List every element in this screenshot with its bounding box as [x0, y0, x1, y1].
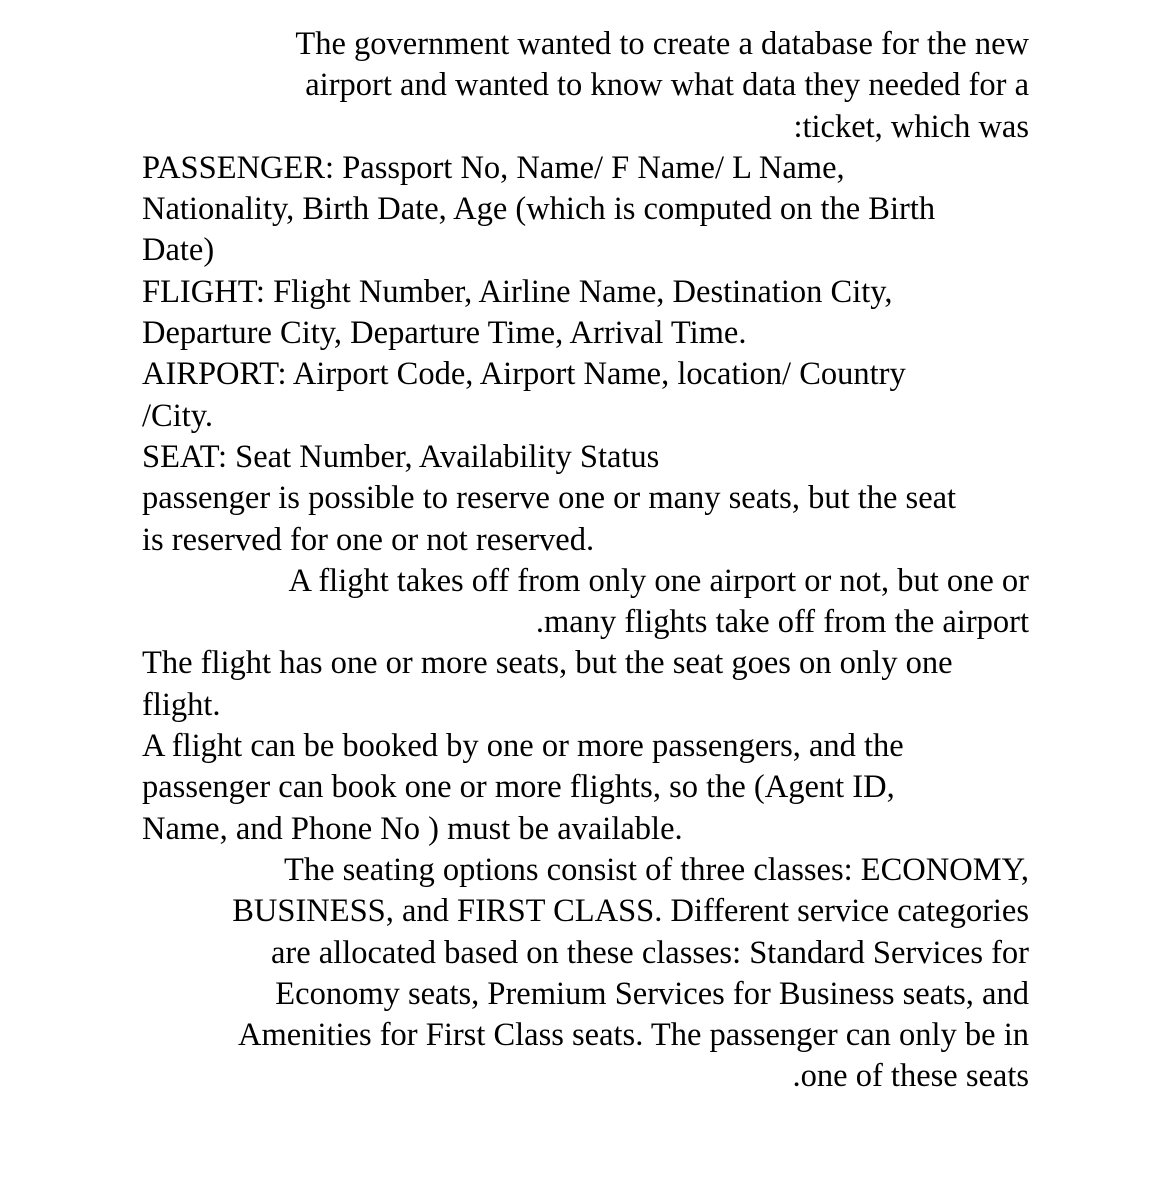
text-line: The flight has one or more seats, but the seat goes on only one — [142, 645, 953, 682]
text-line: /City. — [142, 397, 214, 434]
paragraph-seat — [142, 437, 1029, 478]
text-line: :ticket, which was — [793, 108, 1029, 145]
text-line: BUSINESS, and FIRST CLASS. Different service categories — [232, 893, 1029, 930]
text-line: are allocated based on these classes: Standard Services for — [270, 934, 1029, 971]
text-line: Date) — [142, 232, 215, 269]
text-line: A flight takes off from only one airport or not, but one or — [288, 562, 1029, 599]
paragraph-intro — [142, 24, 1029, 148]
text-line: The government wanted to create a database for the new — [295, 26, 1029, 62]
text-line: is reserved for one or not reserved. — [142, 521, 595, 558]
text-line: Economy seats, Premium Services for Business seats, and — [275, 975, 1029, 1012]
text-line: The seating options consist of three classes: ECONOMY, — [284, 851, 1029, 888]
paragraph-flight-airport-rule — [142, 561, 1029, 644]
paragraph-airport — [142, 354, 1029, 437]
text-line: Departure City, Departure Time, Arrival Time. — [142, 315, 747, 352]
text-line: Amenities for First Class seats. The passenger can only be in — [238, 1017, 1029, 1054]
text-line: airport and wanted to know what data they needed for a — [305, 67, 1029, 104]
paragraph-flight — [142, 272, 1029, 355]
paragraph-seating-classes — [142, 850, 1029, 1098]
text-line: PASSENGER: Passport No, Name/ F Name/ L Name, — [142, 149, 845, 186]
text-line: passenger can book one or more flights, so the (Agent ID, — [142, 769, 895, 806]
text-line: SEAT: Seat Number, Availability Status — [142, 438, 660, 475]
text-line: passenger is possible to reserve one or many seats, but the seat — [142, 480, 957, 517]
document-body — [142, 24, 1029, 1098]
text-line: Nationality, Birth Date, Age (which is computed on the Birth — [142, 191, 936, 228]
paragraph-passenger-seat-rule — [142, 478, 1029, 561]
text-line: flight. — [142, 686, 221, 723]
paragraph-booking-rule — [142, 726, 1029, 850]
text-line: FLIGHT: Flight Number, Airline Name, Destination City, — [142, 273, 893, 310]
text-line: Name, and Phone No ) must be available. — [142, 810, 683, 847]
text-line: .one of these seats — [792, 1058, 1029, 1095]
text-line: .many flights take off from the airport — [535, 604, 1029, 641]
text-line: A flight can be booked by one or more passengers, and the — [142, 728, 904, 765]
paragraph-passenger — [142, 148, 1029, 272]
paragraph-flight-seat-rule — [142, 643, 1029, 726]
text-line: AIRPORT: Airport Code, Airport Name, location/ Country — [142, 356, 906, 393]
